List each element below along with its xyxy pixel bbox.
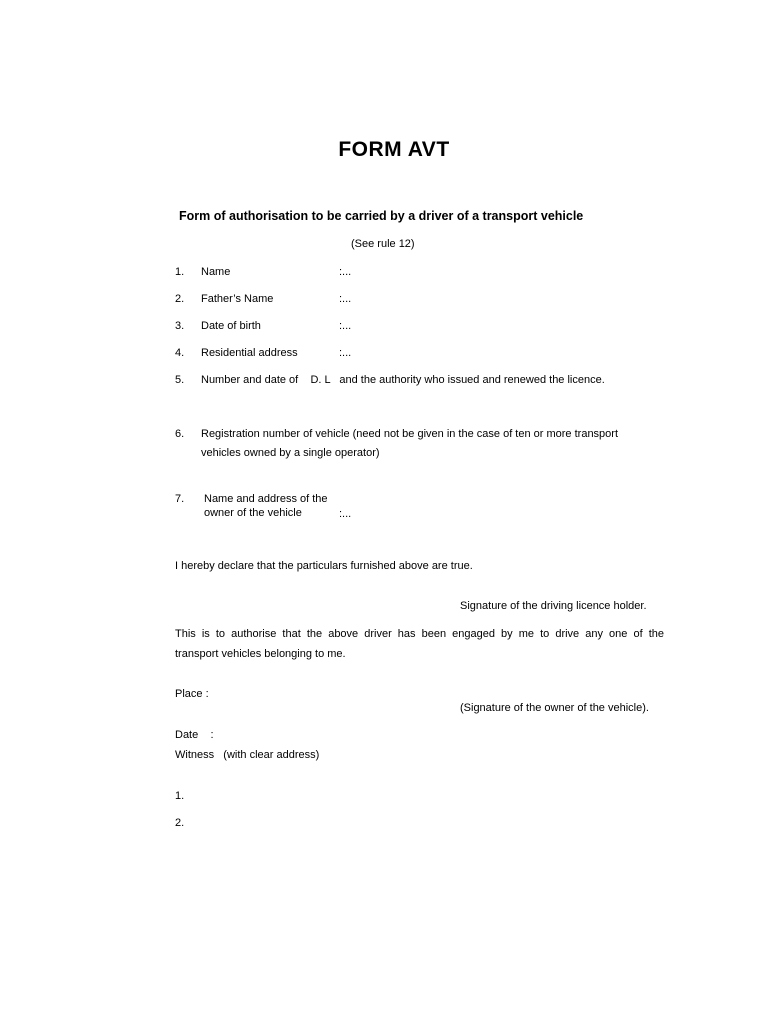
item-label: Father’s Name (201, 293, 274, 305)
item-colon: :... (339, 508, 352, 520)
witness-item-2: 2. (175, 817, 185, 829)
item-label: Name (201, 266, 231, 278)
authorisation-text-continued: transport vehicles belonging to me. (175, 648, 346, 660)
item-number: 5. (175, 374, 185, 386)
item-number: 3. (175, 320, 185, 332)
declaration-text: I hereby declare that the particulars furnished above are true. (175, 560, 473, 572)
item-number: 2. (175, 293, 185, 305)
item-label: Date of birth (201, 320, 261, 332)
item-number: 7. (175, 493, 185, 505)
item-number: 1. (175, 266, 185, 278)
driver-signature-label: Signature of the driving licence holder. (460, 600, 647, 612)
item-label: Residential address (201, 347, 298, 359)
rule-reference: (See rule 12) (351, 238, 415, 250)
form-title: FORM AVT (338, 138, 450, 161)
item-label: Name and address of the (204, 493, 328, 505)
item-label-continued: vehicles owned by a single operator) (201, 447, 380, 459)
form-subtitle: Form of authorisation to be carried by a driver of a transport vehicle (179, 209, 584, 223)
item-colon: :... (339, 320, 352, 332)
item-number: 4. (175, 347, 185, 359)
item-label-continued: owner of the vehicle (204, 507, 302, 519)
date-label: Date : (175, 729, 214, 741)
item-colon: :... (339, 293, 352, 305)
owner-signature-label: (Signature of the owner of the vehicle). (460, 702, 649, 714)
item-number: 6. (175, 428, 185, 440)
witness-item-1: 1. (175, 790, 185, 802)
authorisation-text: This is to authorise that the above driver has been engaged by me to drive any one of the (175, 628, 664, 640)
item-colon: :... (339, 266, 352, 278)
item-label: Number and date of D. L and the authority who issued and renewed the licence. (201, 374, 605, 386)
item-colon: :... (339, 347, 352, 359)
item-label: Registration number of vehicle (need not be given in the case of ten or more transport (201, 428, 619, 440)
witness-label: Witness (with clear address) (175, 749, 320, 761)
place-label: Place : (175, 688, 209, 700)
